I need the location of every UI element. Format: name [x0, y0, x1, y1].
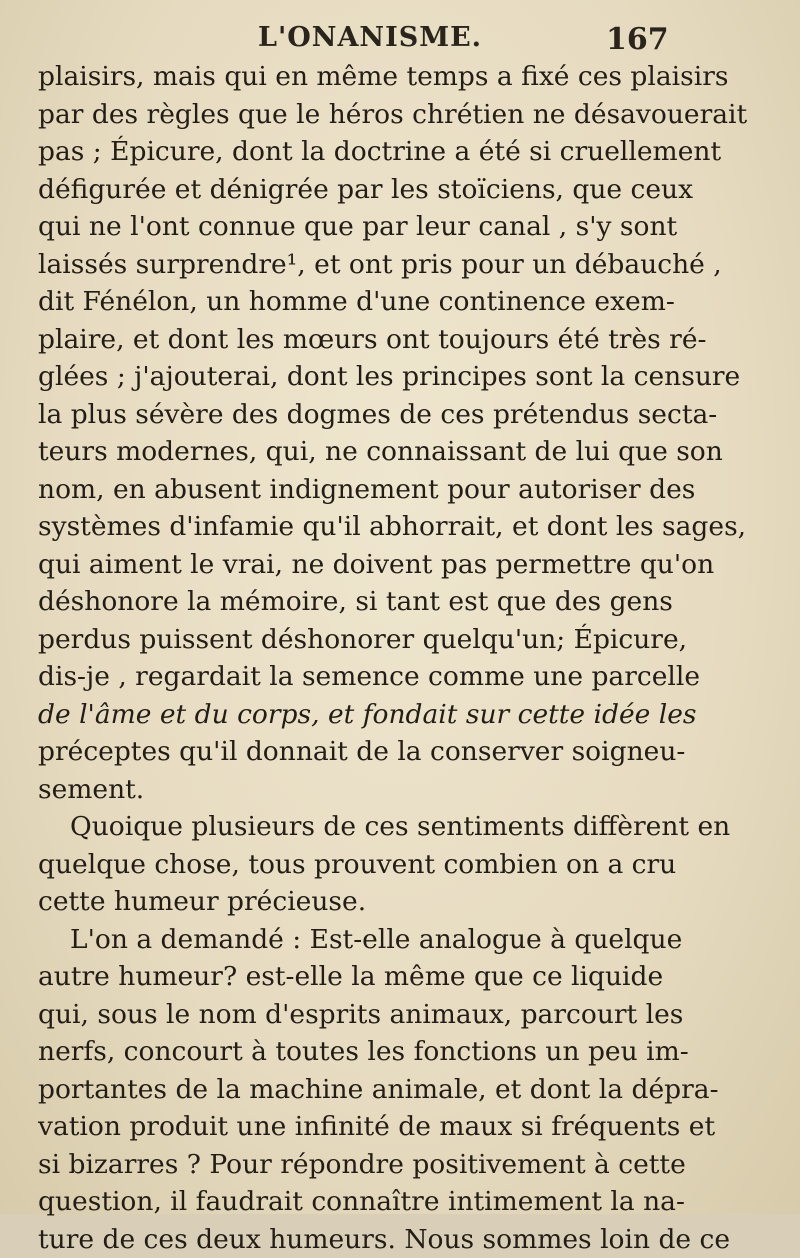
text-line: déshonore la mémoire, si tant est que des gens	[38, 583, 673, 621]
text-line: qui, sous le nom d'esprits animaux, parcourt les	[38, 996, 683, 1034]
text-line: autre humeur? est-elle la même que ce liquide	[38, 958, 663, 996]
text-line: systèmes d'infamie qu'il abhorrait, et dont les sages,	[38, 508, 746, 546]
text-line: glées ; j'ajouterai, dont les principes sont la censure	[38, 358, 740, 396]
text-line: qui ne l'ont connue que par leur canal , s'y sont	[38, 208, 677, 246]
text-line: vation produit une infinité de maux si fréquents et	[38, 1108, 715, 1146]
text-line: nom, en abusent indignement pour autoriser des	[38, 471, 695, 509]
text-line: préceptes qu'il donnait de la conserver soigneu-	[38, 733, 685, 771]
text-line: de l'âme et du corps, et fondait sur cette idée les	[38, 696, 697, 734]
page-number: 167	[606, 22, 669, 57]
text-line: nerfs, concourt à toutes les fonctions un peu im-	[38, 1033, 689, 1071]
text-line: laissés surprendre¹, et ont pris pour un débauché ,	[38, 246, 722, 284]
text-line: qui aiment le vrai, ne doivent pas permettre qu'on	[38, 546, 714, 584]
text-line: sement.	[38, 771, 144, 809]
text-line: pas ; Épicure, dont la doctrine a été si cruellement	[38, 133, 721, 171]
running-head	[0, 18, 800, 58]
text-line: teurs modernes, qui, ne connaissant de lui que son	[38, 433, 723, 471]
text-line: la plus sévère des dogmes de ces prétendus secta-	[38, 396, 717, 434]
text-line: dis-je , regardait la semence comme une parcelle	[38, 658, 700, 696]
text-line: ture de ces deux humeurs. Nous sommes loin de ce	[38, 1221, 730, 1258]
text-line: par des règles que le héros chrétien ne désavouerait	[38, 96, 747, 134]
text-line: plaire, et dont les mœurs ont toujours été très ré-	[38, 321, 706, 359]
text-line: cette humeur précieuse.	[38, 883, 366, 921]
text-line: plaisirs, mais qui en même temps a fixé ces plaisirs	[38, 58, 728, 96]
text-line: dit Fénélon, un homme d'une continence exem-	[38, 283, 675, 321]
text-line: portantes de la machine animale, et dont la dépra-	[38, 1071, 719, 1109]
text-line: question, il faudrait connaître intimement la na-	[38, 1183, 685, 1221]
text-line: Quoique plusieurs de ces sentiments diffèrent en	[70, 808, 730, 846]
text-line: si bizarres ? Pour répondre positivement à cette	[38, 1146, 686, 1184]
text-line: quelque chose, tous prouvent combien on a cru	[38, 846, 676, 884]
running-title: L'ONANISME.	[258, 22, 482, 53]
text-line: L'on a demandé : Est-elle analogue à quelque	[70, 921, 682, 959]
text-line: défigurée et dénigrée par les stoïciens, que ceux	[38, 171, 693, 209]
text-line: perdus puissent déshonorer quelqu'un; Épicure,	[38, 621, 687, 659]
